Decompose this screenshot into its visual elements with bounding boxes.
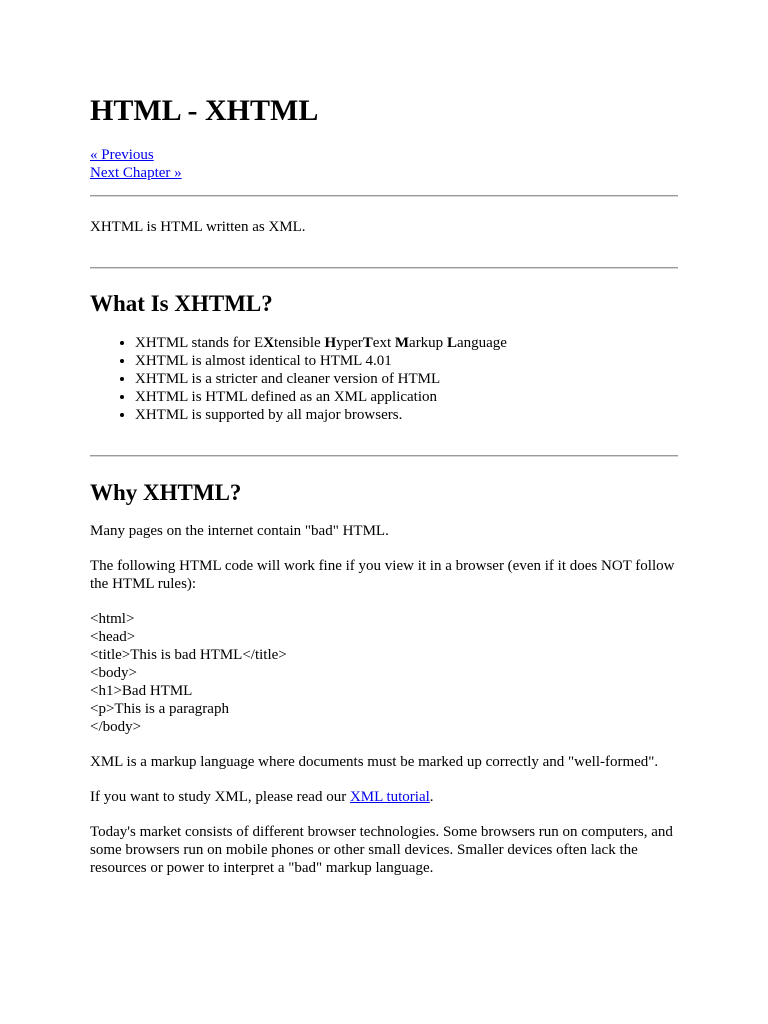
code-line: <head> [90,629,136,645]
code-example [90,610,680,736]
list-item: • XHTML is HTML defined as an XML application [135,388,507,406]
code-line: <h1>Bad HTML [90,683,193,699]
list-item: • XHTML stands for EXtensible HyperText Markup Language [135,334,507,352]
previous-link[interactable]: « Previous [90,147,154,163]
paragraph: Today's market consists of different browser technologies. Some browsers run on computers, and some browsers run on mobile phones or other small devices. Smaller devices often lack the resources or power to interpret a "bad" markup language. [90,824,673,876]
xml-tutorial-link[interactable]: XML tutorial [349,789,430,805]
paragraph: Many pages on the internet contain "bad" HTML. [90,523,389,539]
why-xhtml-section [90,522,680,894]
list-item: • XHTML is a stricter and cleaner version of HTML [135,370,507,388]
list-item: • XHTML is almost identical to HTML 4.01 [135,352,507,370]
xhtml-facts-list [90,334,507,424]
next-chapter-link[interactable]: Next Chapter » [90,165,182,181]
divider [90,195,678,197]
code-line: <body> [90,665,137,681]
divider [90,455,678,457]
intro-text: XHTML is HTML written as XML. [90,219,306,235]
section-heading-what-is-xhtml: What Is XHTML? [90,291,273,316]
code-line: <p>This is a paragraph [90,701,229,717]
code-line: <title>This is bad HTML</title> [90,647,287,663]
chapter-navigation [90,146,182,182]
divider [90,267,678,269]
section-heading-why-xhtml: Why XHTML? [90,480,242,505]
list-item: • XHTML is supported by all major browsers. [135,406,507,424]
paragraph: If you want to study XML, please read our XML tutorial. [90,789,434,805]
page-title: HTML - XHTML [90,94,319,127]
code-line: <html> [90,611,135,627]
paragraph: The following HTML code will work fine if you view it in a browser (even if it does NOT follow the HTML rules): [90,558,675,592]
code-line: </body> [90,719,142,735]
paragraph: XML is a markup language where documents must be marked up correctly and "well-formed". [90,754,659,770]
